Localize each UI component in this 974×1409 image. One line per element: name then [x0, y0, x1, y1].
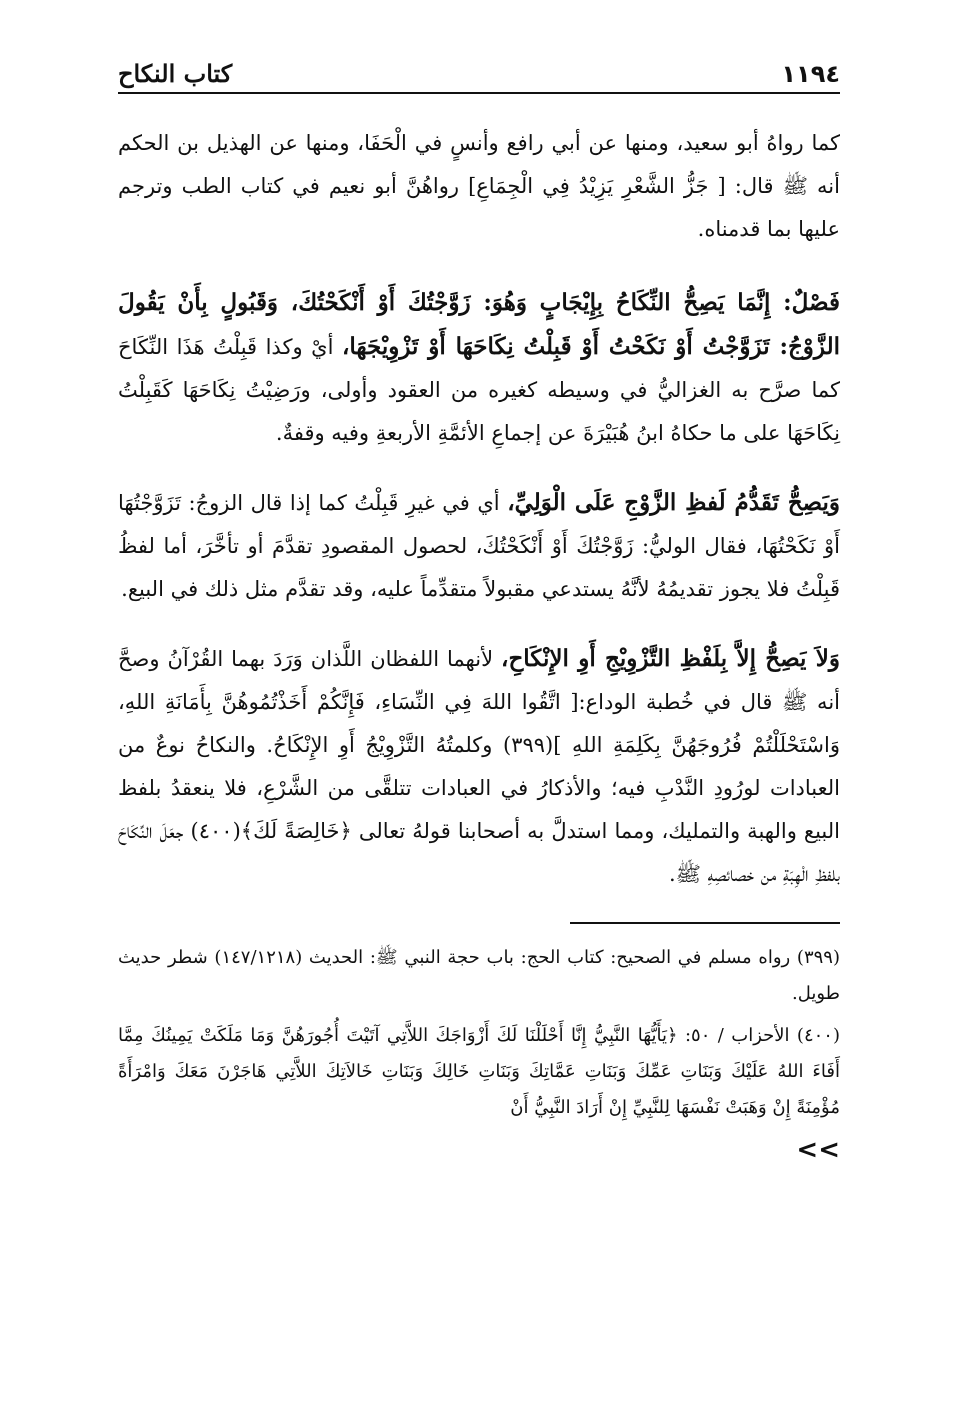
- footnote-399: (٣٩٩) رواه مسلم في الصحيح: كتاب الحج: باب حجة النبي ﷺ: الحديث (١٤٧/١٢١٨) شطر حديث طويل.: [118, 947, 840, 1004]
- paragraph: [118, 281, 840, 455]
- paragraph-text: لأنهما اللفظان اللَّذان وَرَدَ بهما القُرْآنُ وصحَّ أنه ﷺ قال في خُطبة الوداع:[ اتَّقُوا اللهَ فِي النِّسَاءِ، فَإِنَّكُمْ أَخَذْتُمُوهُنَّ بِأَمَانَةِ اللهِ، وَاسْتَحْلَلْتُمْ فُرُوجَهُنَّ بِكَلِمَةِ اللهِ ](٣٩٩) وكلمتُهُ التَّزْوِيْجُ أَوِ الإِنْكَاحُ. والنكاحُ نوعٌ من العبادات لورُودِ النَّدْبِ فيه؛ والأذكارُ في العبادات تتلقَّى من الشَّرْعِ، فلا ينعقدُ بلفظ البيع والهبة والتمليك، ومما استدلَّ به أصحابنا قولهُ تعالى ﴿خَالِصَةً لَكَ﴾(٤٠٠) جعَلَ النِّكَاحَ بلفظِ الْهِبَةِ من خصائصِهِ ﷺ.: [118, 647, 840, 886]
- paragraph-text: أيْ وكذا قَبِلْتُ هَذَا النِّكَاحَ كما صرَّح به الغزاليُّ في وسيطه كغيره من العقود وأولى، ورَضِيْتُ نِكَاحَهَا كَقَبِلْتُ نِكَاحَهَا على ما حكاهُ ابنُ هُبَيْرَةَ عن إجماعِ الأئمَّةِ الأربعةِ وفيه وقفةٌ.: [118, 335, 840, 445]
- main-text: [118, 122, 840, 896]
- paragraph: [118, 122, 840, 251]
- running-title: كتاب النكاح: [118, 59, 233, 88]
- paragraph-lead: وَلاَ يَصِحُّ إِلاَّ بِلَفْظِ التَّزْوِيْجِ أَوِ الإِنْكَاحِ،: [501, 645, 840, 672]
- paragraph: [118, 481, 840, 611]
- footnote-divider: [570, 922, 840, 924]
- paragraph-lead: فَصْلٌ: إِنَّمَا يَصِحُّ النِّكَاحُ بِإِيْجَابٍ وَهُوَ: زَوَّجْتُكَ أَوْ أَنْكَحْتُكَ، وَقَبُولٍ بِأَنْ يَقُولَ الزَّوْجُ: تَزَوَّجْتُ أَوْ نَكَحْتُ أَوْ قَبِلْتُ نِكَاحَهَا أَوْ تَزْوِيْجَهَا،: [118, 289, 840, 360]
- page-number: ١١٩٤: [781, 60, 840, 88]
- footnotes: [118, 940, 840, 1168]
- paragraph-lead: وَيَصِحُّ تَقَدُّمُ لَفظِ الزَّوْجِ عَلَى الْوَلِيِّ،: [507, 489, 841, 516]
- page-header: [118, 42, 840, 94]
- paragraph-text: كما رواهُ أبو سعيد، ومنها عن أبي رافع وأنسٍ في الْحَفَا، ومنها عن الهذيل بن الحكم أنه ﷺ قال: [ جَزُّ الشَّعْرِ يَزِيْدُ فِي الْجِمَاعِ] رواهُنَّ أبو نعيم في كتاب الطب وترجم عليها بما قدمناه.: [118, 131, 840, 241]
- paragraph-text: أي في غيرِ قَبِلْتُ كما إذا قال الزوجُ: تَزَوَّجْتُهَا أَوْ نَكَحْتُهَا، فقال الوليُّ: زَوَّجْتُكَ أَوْ أَنْكَحْتُكَ، لحصول المقصودِ تقدَّمَ أو تأخَّرَ، أما لفظُ قَبِلْتُ فلا يجوز تقديمُهُ لأنَّهُ يستدعي مقبولاً متقدِّماً عليه، وقد تقدَّم مثل ذلك في البيع.: [118, 491, 840, 601]
- continuation-mark: <<: [796, 1135, 840, 1165]
- footnote-400: (٤٠٠) الأحزاب / ٥٠: ﴿يَأَيُّهَا النَّبِيُّ إِنَّا أَحْلَلْنَا لَكَ أَزْوَاجَكَ اللاَّتِي آتَيْتَ أُجُورَهُنَّ وَمَا مَلَكَتْ يَمِينُكَ مِمَّا أَفَاءَ اللهُ عَلَيْكَ وَبَنَاتِ عَمِّكَ وَبَنَاتِ عَمَّاتِكَ وَبَنَاتِ خَالِكَ وَبَنَاتِ خَالاَتِكَ اللاَّتِي هَاجَرْنَ مَعَكَ وَامْرَأَةً مُؤْمِنَةً إِنْ وَهَبَتْ نَفْسَهَا لِلنَّبِيِّ إِنْ أَرَادَ النَّبِيُّ أَنْ: [118, 1025, 841, 1118]
- book-page: [118, 42, 840, 1382]
- paragraph: [118, 637, 840, 896]
